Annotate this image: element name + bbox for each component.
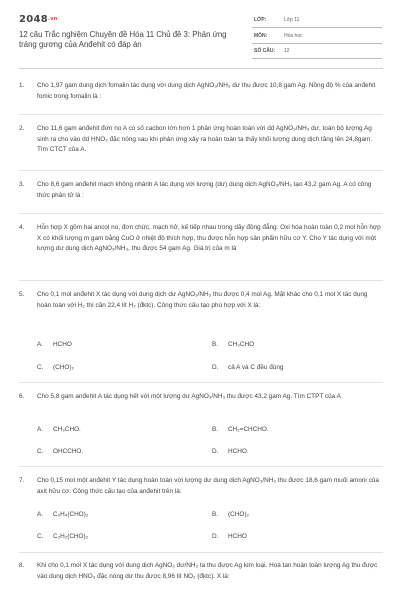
question-7 bbox=[19, 476, 383, 497]
question-divider bbox=[19, 114, 383, 115]
meta-underline bbox=[252, 58, 382, 59]
answer-option-c[interactable] bbox=[37, 448, 83, 455]
question-divider bbox=[19, 466, 383, 467]
meta-label: SỐ CÂU: bbox=[254, 48, 276, 54]
answer-option-a[interactable] bbox=[37, 511, 88, 518]
question-2 bbox=[19, 124, 383, 156]
question-5 bbox=[19, 290, 383, 311]
option-text: CH₃CHO bbox=[228, 341, 255, 348]
page-header bbox=[0, 0, 400, 64]
option-letter: B. bbox=[212, 511, 219, 518]
meta-label: LỚP: bbox=[254, 17, 267, 23]
question-divider bbox=[19, 552, 383, 553]
answer-option-b[interactable] bbox=[212, 511, 249, 518]
meta-underline bbox=[252, 27, 382, 28]
meta-underline bbox=[252, 43, 382, 44]
question-text: Cho 0,1 mol anđehit X tác dụng với dung dịch dư AgNO₃/NH₃ thu được 0,4 mol Ag. Mặt khác cho 0,1 mol X tác dụng hoàn toàn với H₂ thì cần 22,4 lít H₂ (đktc). Công thức cấu tạo phù hợp với X là: bbox=[37, 291, 368, 309]
option-text: HCHO bbox=[53, 341, 72, 348]
logo-suffix: .vn bbox=[48, 16, 58, 22]
answer-option-c[interactable] bbox=[37, 364, 74, 371]
question-divider bbox=[19, 382, 383, 383]
answer-option-b[interactable] bbox=[212, 341, 254, 348]
option-letter: D. bbox=[212, 364, 219, 371]
header-divider bbox=[19, 68, 383, 69]
logo-name: 2048 bbox=[19, 14, 49, 25]
answer-option-a[interactable] bbox=[37, 426, 81, 433]
question-3 bbox=[19, 180, 383, 201]
question-text: Cho 0,15 mol một anđehit Y tác dụng hoàn toàn với lượng dư dung dịch AgNO₃/NH₃ thu được 18,6 gam muối amoni của axit hữu cơ. Công thức cấu tạo của anđehit trên là: bbox=[37, 477, 379, 495]
question-4 bbox=[19, 223, 383, 255]
meta-question-count bbox=[252, 45, 382, 59]
option-letter: A. bbox=[37, 341, 44, 348]
question-number: 5. bbox=[19, 291, 25, 298]
answer-option-d[interactable] bbox=[212, 448, 249, 455]
answer-option-c[interactable] bbox=[37, 533, 88, 540]
option-letter: D. bbox=[212, 533, 219, 540]
meta-value: 12 bbox=[284, 48, 290, 54]
question-1 bbox=[19, 81, 383, 102]
question-number: 7. bbox=[19, 477, 25, 484]
answer-option-b[interactable] bbox=[212, 426, 269, 433]
question-divider bbox=[19, 170, 383, 171]
page-title: 12 câu Trắc nghiệm Chuyên đề Hóa 11 Chủ đề 3: Phản ứng tráng gương của Anđehit có đáp án bbox=[19, 30, 227, 49]
option-text: HCHO bbox=[228, 533, 247, 540]
meta-value: Hóa học bbox=[284, 33, 303, 39]
option-letter: A. bbox=[37, 426, 44, 433]
option-letter: C. bbox=[37, 364, 44, 371]
option-text: cả A và C đều đúng bbox=[228, 364, 284, 371]
question-text: Cho 8,6 gam anđehit mạch không nhánh A tác dụng với lượng (dư) dung dịch AgNO₃/NH₃ tạo 43,2 gam Ag. A có công thức phân tử là : bbox=[37, 181, 372, 199]
option-text: CH₂=CHCHO. bbox=[228, 426, 269, 433]
option-letter: B. bbox=[212, 341, 219, 348]
option-letter: A. bbox=[37, 511, 44, 518]
meta-value: Lớp 11 bbox=[284, 17, 300, 23]
question-text: Cho 11,6 gam anđehit đơn no A có số cacbon lớn hơn 1 phản ứng hoàn toàn với dd AgNO₃/NH₃ dư, toàn bộ lượng Ag sinh ra cho vào dd HNO₃ đặc nóng sau khi phản ứng xảy ra hoàn toàn ta thấy khối lượng dung dịch tăng lên 24,8gam. Tìm CTCT của A. bbox=[37, 125, 373, 153]
option-text: (CHO)₂ bbox=[53, 364, 74, 371]
question-6 bbox=[19, 392, 383, 403]
option-text: C₂H₂(CHO)₂ bbox=[53, 533, 89, 540]
question-number: 1. bbox=[19, 82, 25, 89]
meta-label: MÔN: bbox=[254, 33, 268, 39]
question-text: Cho 5,8 gam anđehit A tác dụng hết với một lượng dư AgNO₃/NH₃ thu được 43,2 gam Ag. Tìm CTPT của A bbox=[37, 393, 341, 400]
question-text: Hỗn hợp X gồm hai ancol no, đơn chức, mạch hở, kế tiếp nhau trong dãy đồng đẳng. Oxi hóa hoàn toàn 0,2 mol hỗn hợp X có khối lượng m gam bằng CuO ở nhiệt độ thích hợp, thu được hỗn hợp sản phẩm hữu cơ Y. Cho Y tác dụng với một lượng dư dung dịch AgNO₃/NH₃, thu được 54 gam Ag. Giá trị của m là bbox=[37, 224, 381, 252]
question-divider bbox=[19, 280, 383, 281]
answer-option-d[interactable] bbox=[212, 533, 247, 540]
option-text: CH₃CHO. bbox=[53, 426, 81, 433]
meta-subject bbox=[252, 30, 382, 44]
option-letter: C. bbox=[37, 533, 44, 540]
question-number: 8. bbox=[19, 562, 25, 569]
answer-option-d[interactable] bbox=[212, 364, 283, 371]
question-8 bbox=[19, 561, 383, 582]
option-letter: B. bbox=[212, 426, 219, 433]
option-letter: D. bbox=[212, 448, 219, 455]
question-number: 2. bbox=[19, 125, 25, 132]
answer-option-a[interactable] bbox=[37, 341, 72, 348]
meta-class bbox=[252, 14, 382, 28]
option-text: C₂H₄(CHO)₂ bbox=[53, 511, 89, 518]
question-divider bbox=[19, 213, 383, 214]
option-letter: C. bbox=[37, 448, 44, 455]
option-text: OHCCHO. bbox=[53, 448, 84, 455]
site-logo[interactable] bbox=[19, 14, 58, 25]
question-number: 6. bbox=[19, 393, 25, 400]
option-text: HCHO. bbox=[228, 448, 249, 455]
question-text: Cho 1,97 gam dung dịch fomalin tác dụng với dung dịch AgNO₃/NH₃ dư thu được 10,8 gam Ag. Nồng độ % của anđehit fomic trong fomalin là : bbox=[37, 82, 376, 100]
question-number: 3. bbox=[19, 181, 25, 188]
question-number: 4. bbox=[19, 224, 25, 231]
option-text: (CHO)₂ bbox=[228, 511, 249, 518]
question-text: Khi cho 0,1 mol X tác dụng với dung dịch AgNO₃ dư/NH₃ ta thu được Ag kim loại. Hoà tan hoàn toàn lượng Ag thu được vào dung dịch HNO₃ đặc nóng dư thu được 8,96 lít NO₂ (đktc). X là: bbox=[37, 562, 378, 580]
